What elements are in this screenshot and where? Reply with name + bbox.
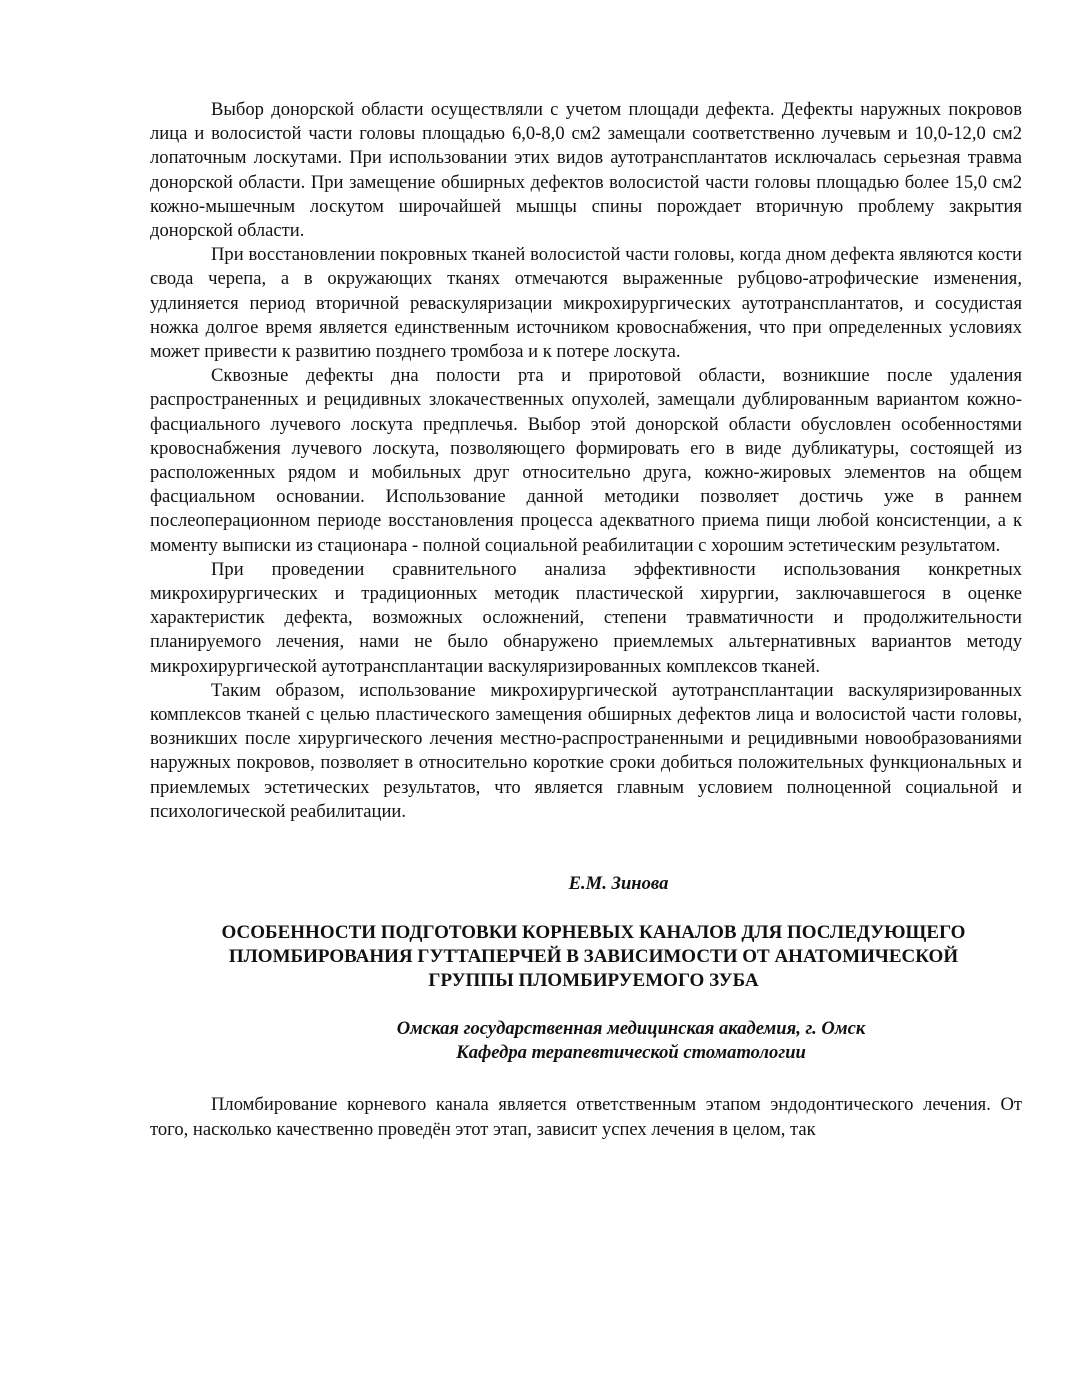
article-body-paragraph-1: Пломбирование корневого канала является ответственным этапом эндодонтического лечения. От того, насколько качественно проведён этот этап, зависит успех лечения в целом, так — [150, 1094, 1022, 1140]
body-paragraph-4: При проведении сравнительного анализа эффективности использования конкретных микрохирургических и традиционных методик пластической хирургии, заключавшегося в оценке характеристик дефекта, возможных осложнений, степени травматичности и продолжительности планируемого лечения, нами не было обнаружено приемлемых альтернативных вариантов методу микрохирургической аутотрансплантации васкуляризированных комплексов тканей. — [150, 558, 1022, 677]
affiliation-institution: Омская государственная медицинская академия, г. Омск — [396, 1018, 866, 1040]
article-author: Е.М. Зинова — [568, 873, 669, 895]
body-paragraph-3: Сквозные дефекты дна полости рта и приротовой области, возникшие после удаления распространенных и рецидивных злокачественных опухолей, замещали дублированным вариантом кожно-фасциального лучевого лоскута предплечья. Выбор этой донорской области обусловлен особенностями кровоснабжения лучевого лоскута, позволяющего формировать его в виде дубликатуры, состоящей из расположенных рядом и мобильных друг относительно друга, кожно-жировых элементов на общем фасциальном основании. Использование данной методики позволяет достичь уже в раннем послеоперационном периоде восстановления процесса адекватного приема пищи любой консистенции, а к моменту выписки из стационара - полной социальной реабилитации с хорошим эстетическим результатом. — [150, 365, 1022, 556]
body-paragraph-5: Таким образом, использование микрохирургической аутотрансплантации васкуляризированных комплексов тканей с целью пластического замещения обширных дефектов лица и волосистой части головы, возникших после хирургического лечения местно-распространенными и рецидивными новообразованиями наружных покровов, позволяет в относительно короткие сроки добиться положительных функциональных и приемлемых эстетических результатов, что является главным условием полноценной социальной и психологической реабилитации. — [150, 679, 1022, 822]
body-paragraph-1: Выбор донорской области осуществляли с учетом площади дефекта. Дефекты наружных покровов лица и волосистой части головы площадью 6,0-8,0 см2 замещали соответственно лучевым и 10,0-12,0 см2 лопаточным лоскутами. При использовании этих видов аутотрансплантатов исключалась серьезная травма донорской области. При замещение обширных дефектов волосистой части головы площадью более 15,0 см2 кожно-мышечным лоскутом широчайшей мышцы спины порождает вторичную проблему закрытия донорской области. — [150, 99, 1022, 242]
article-affiliation — [150, 1017, 1022, 1065]
affiliation-department: Кафедра терапевтической стоматологии — [456, 1042, 806, 1064]
document-page — [150, 98, 1022, 1142]
article-title: ОСОБЕННОСТИ ПОДГОТОВКИ КОРНЕВЫХ КАНАЛОВ ДЛЯ ПОСЛЕДУЮЩЕГО ПЛОМБИРОВАНИЯ ГУТТАПЕРЧЕЙ В ЗАВИСИМОСТИ ОТ АНАТОМИЧЕСКОЙ ГРУППЫ ПЛОМБИРУЕМОГО ЗУБА — [221, 922, 966, 992]
body-paragraph-2: При восстановлении покровных тканей волосистой части головы, когда дном дефекта являются кости свода черепа, а в окружающих тканях отмечаются выраженные рубцово-атрофические изменения, удлиняется период вторичной реваскуляризации микрохирургических аутотрансплантатов, и сосудистая ножка долгое время является единственным источником кровоснабжения, что при определенных условиях может привести к развитию позднего тромбоза и к потере лоскута. — [150, 244, 1022, 363]
